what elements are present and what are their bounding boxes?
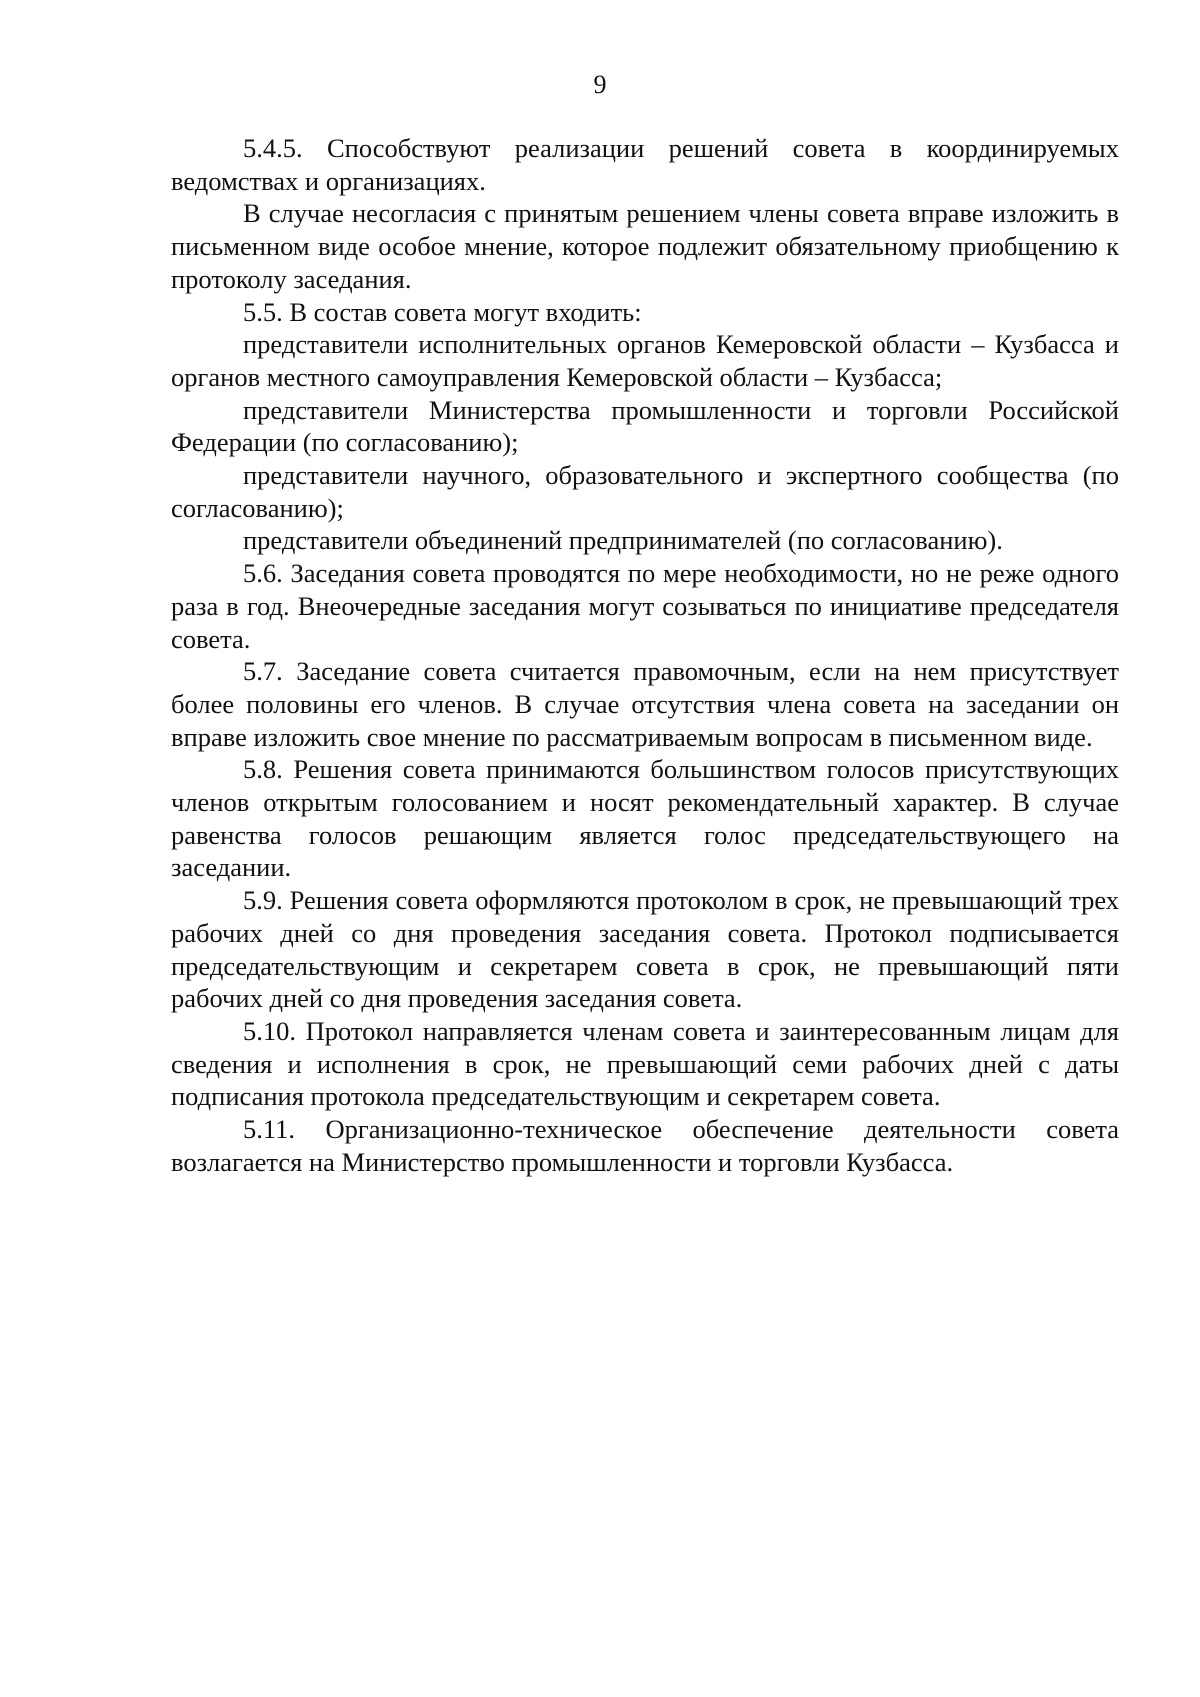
paragraph-5-9: 5.9. Решения совета оформляются протоколом в срок, не превышающий трех рабочих дней со дня проведения заседания совета. Протокол подписывается председательствующим и секретарем совета в срок, не превышающий пяти рабочих дней со дня проведения заседания совета.	[171, 885, 1119, 1014]
paragraph-5-4-5: 5.4.5. Способствуют реализации решений совета в координируемых ведомствах и организациях.	[171, 133, 1119, 196]
paragraph-5-6: 5.6. Заседания совета проводятся по мере необходимости, но не реже одного раза в год. Внеочередные заседания могут созываться по инициативе председателя совета.	[171, 558, 1119, 654]
paragraph-members-scientific: представители научного, образовательного и экспертного сообщества (по согласованию);	[171, 460, 1119, 523]
paragraph-5-11: 5.11. Организационно-техническое обеспечение деятельности совета возлагается на Министерство промышленности и торговли Кузбасса.	[171, 1114, 1119, 1177]
paragraph-dissent: В случае несогласия с принятым решением члены совета вправе изложить в письменном виде особое мнение, которое подлежит обязательному приобщению к протоколу заседания.	[171, 198, 1119, 294]
paragraph-members-executive: представители исполнительных органов Кемеровской области – Кузбасса и органов местного самоуправления Кемеровской области – Кузбасса;	[171, 329, 1119, 392]
paragraph-5-5: 5.5. В состав совета могут входить:	[243, 296, 642, 327]
paragraph-5-7: 5.7. Заседание совета считается правомочным, если на нем присутствует более половины его членов. В случае отсутствия члена совета на заседании он вправе изложить свое мнение по рассматриваемым вопросам в письменном виде.	[171, 656, 1119, 752]
paragraph-members-entrepreneurs: представители объединений предпринимателей (по согласованию).	[243, 525, 1003, 556]
paragraph-5-10: 5.10. Протокол направляется членам совета и заинтересованным лицам для сведения и исполнения в срок, не превышающий семи рабочих дней с даты подписания протокола председательствующим и секретарем совета.	[171, 1015, 1119, 1112]
paragraph-5-8: 5.8. Решения совета принимаются большинством голосов присутствующих членов открытым голосованием и носят рекомендательный характер. В случае равенства голосов решающим является голос председательствующего на заседании.	[171, 754, 1119, 883]
document-body	[171, 132, 1119, 1179]
page-number: 9	[593, 70, 607, 99]
paragraph-members-ministry: представители Министерства промышленности и торговли Российской Федерации (по согласованию);	[171, 394, 1119, 458]
